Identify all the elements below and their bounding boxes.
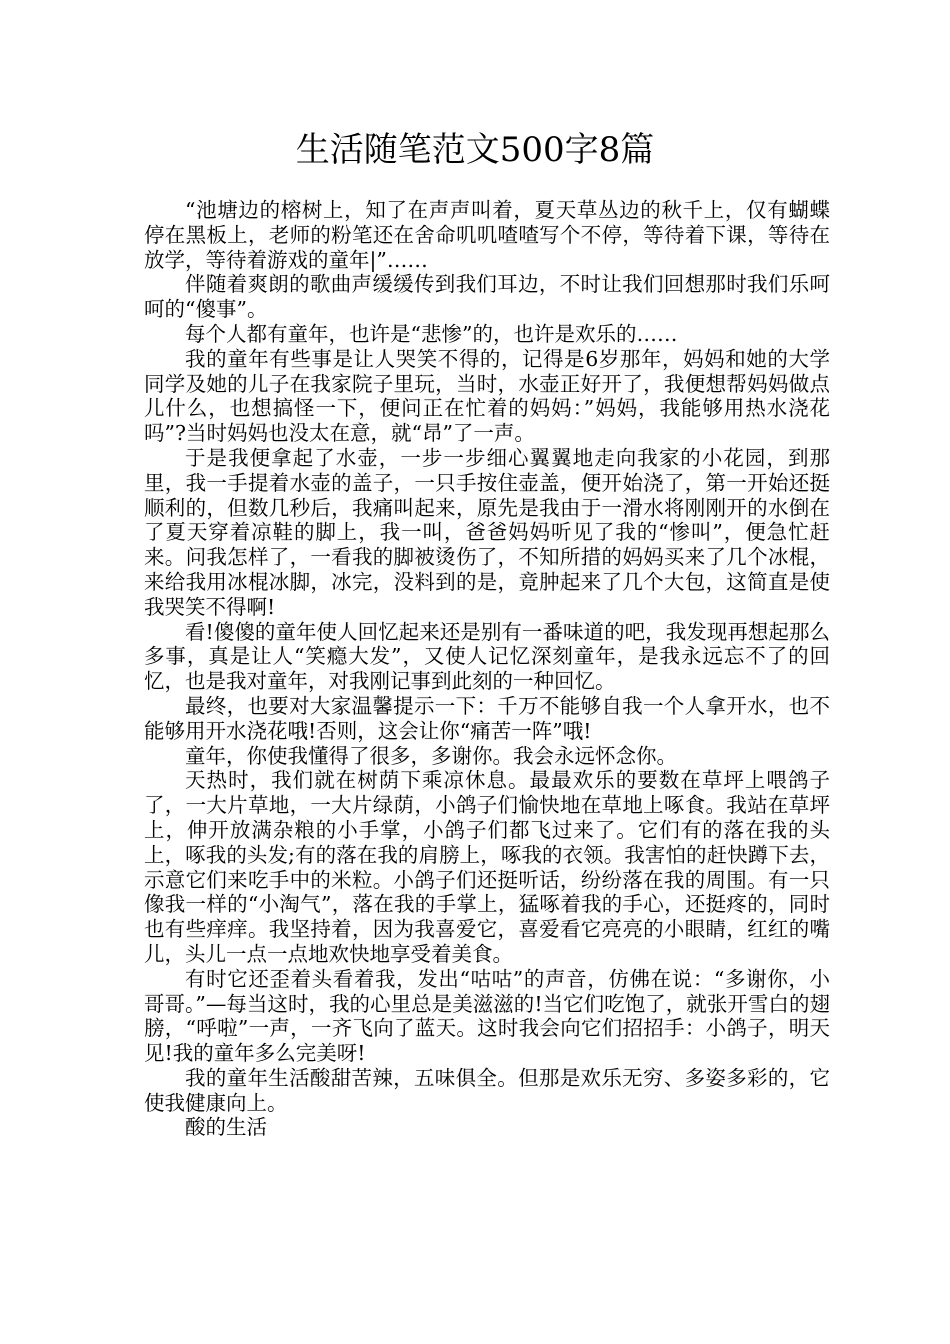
paragraph: 酸的生活: [185, 1115, 267, 1140]
paragraph: 伴随着爽朗的歌曲声缓缓传到我们耳边，不时让我们回想那时我们乐呵呵的“傻事”。: [144, 272, 830, 322]
paragraph: 每个人都有童年，也许是“悲惨”的，也许是欢乐的……: [185, 321, 678, 346]
paragraph: 童年，你使我懂得了很多，多谢你。我会永远怀念你。: [185, 743, 677, 768]
document-title: 生活随笔范文500字8篇: [295, 130, 655, 170]
paragraph: 看!傻傻的童年使人回忆起来还是别有一番味道的吧，我发现再想起那么多事，真是让人“笑瘾大发”，又使人记忆深刻童年，是我永远忘不了的回忆，也是我对童年，对我刚记事到此刻的一种回忆。: [144, 619, 830, 694]
paragraph: 我的童年生活酸甜苦辣，五味俱全。但那是欢乐无穷、多姿多彩的，它使我健康向上。: [144, 1065, 830, 1115]
paragraph: 天热时，我们就在树荫下乘凉休息。最最欢乐的要数在草坪上喂鸽子了，一大片草地，一大片绿荫，小鸽子们愉快地在草地上啄食。我站在草坪上，伸开放满杂粮的小手掌，小鸽子们都飞过来了。它们有的落在我的头上，啄我的头发;有的落在我的肩膀上，啄我的衣领。我害怕的赶快蹲下去，示意它们来吃手中的米粒。小鸽子们还挺听话，纷纷落在我的周围。有一只像我一样的“小淘气”，落在我的手掌上，猛啄着我的手心，还挺疼的，同时也有些痒痒。我坚持着，因为我喜爱它，喜爱看它亮亮的小眼睛，红红的嘴儿，头儿一点一点地欢快地享受着美食。: [144, 768, 830, 966]
paragraph: “池塘边的榕树上，知了在声声叫着，夏天草丛边的秋千上，仅有蝴蝶停在黑板上，老师的粉笔还在舍命叽叽喳喳写个不停，等待着下课，等待在放学，等待着游戏的童年|”……: [144, 198, 830, 272]
document-body: [144, 198, 830, 1140]
paragraph: 我的童年有些事是让人哭笑不得的，记得是6岁那年，妈妈和她的大学同学及她的儿子在我家院子里玩，当时，水壶正好开了，我便想帮妈妈做点儿什么，也想搞怪一下，便问正在忙着的妈妈：”妈妈，我能够用热水浇花吗”?当时妈妈也没太在意，就“昂”了一声。: [144, 346, 830, 446]
paragraph: 于是我便拿起了水壶，一步一步细心翼翼地走向我家的小花园，到那里，我一手提着水壶的盖子，一只手按住壶盖，便开始浇了，第一开始还挺顺利的，但数几秒后，我痛叫起来，原先是我由于一滑水将刚刚开的水倒在了夏天穿着凉鞋的脚上，我一叫，爸爸妈妈听见了我的“惨叫”，便急忙赶来。问我怎样了，一看我的脚被烫伤了，不知所措的妈妈买来了几个冰棍，来给我用冰棍冰脚，冰完，没料到的是，竟肿起来了几个大包，这简直是使我哭笑不得啊!: [144, 445, 830, 619]
paragraph: 最终，也要对大家温馨提示一下：千万不能够自我一个人拿开水，也不能够用开水浇花哦!否则，这会让你“痛苦一阵”哦!: [144, 693, 830, 743]
paragraph: 有时它还歪着头看着我，发出“咕咕”的声音，仿佛在说：“多谢你，小哥哥。”—每当这时，我的心里总是美滋滋的!当它们吃饱了，就张开雪白的翅膀，“呼啦”一声，一齐飞向了蓝天。这时我会向它们招招手：小鸽子，明天见!我的童年多么完美呀!: [144, 966, 830, 1066]
